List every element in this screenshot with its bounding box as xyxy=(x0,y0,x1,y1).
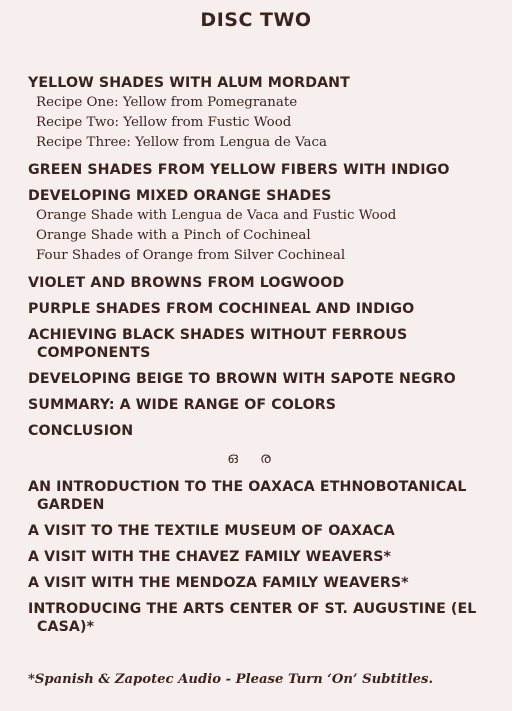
subchapter-item[interactable]: Four Shades of Orange from Silver Cochineal xyxy=(36,248,346,263)
subchapter-item[interactable]: Recipe One: Yellow from Pomegranate xyxy=(36,95,298,110)
extra-section xyxy=(28,522,498,540)
extra-heading[interactable]: AN INTRODUCTION TO THE OAXACA ETHNOBOTANICAL GARDEN xyxy=(28,479,467,513)
chapter-section xyxy=(28,274,498,292)
extra-heading[interactable]: INTRODUCING THE ARTS CENTER OF ST. AUGUSTINE (EL CASA)* xyxy=(28,601,477,635)
subchapter-item[interactable]: Orange Shade with Lengua de Vaca and Fustic Wood xyxy=(36,208,397,223)
page-title: DISC TWO xyxy=(200,9,312,31)
subchapter-item[interactable]: Recipe Three: Yellow from Lengua de Vaca xyxy=(36,135,327,150)
chapter-heading[interactable]: VIOLET AND BROWNS FROM LOGWOOD xyxy=(28,275,345,291)
footnote: *Spanish & Zapotec Audio - Please Turn ‘On’ Subtitles. xyxy=(28,672,434,687)
extra-heading[interactable]: A VISIT WITH THE MENDOZA FAMILY WEAVERS* xyxy=(28,575,409,591)
subchapter-item[interactable]: Recipe Two: Yellow from Fustic Wood xyxy=(36,115,292,130)
subchapter-list xyxy=(28,93,498,153)
chapter-heading[interactable]: ACHIEVING BLACK SHADES WITHOUT FERROUS COMPONENTS xyxy=(28,327,408,361)
extra-section xyxy=(28,600,498,636)
chapter-list xyxy=(28,74,498,644)
fleuron-left-icon: ഒ xyxy=(227,449,238,467)
subchapter-list xyxy=(28,206,498,266)
fleuron-ornament-icon xyxy=(28,448,498,468)
chapter-section xyxy=(28,161,498,179)
chapter-section xyxy=(28,396,498,414)
chapter-section xyxy=(28,370,498,388)
chapter-section xyxy=(28,300,498,318)
chapter-heading[interactable]: DEVELOPING BEIGE TO BROWN WITH SAPOTE NEGRO xyxy=(28,371,456,387)
chapter-heading[interactable]: GREEN SHADES FROM YELLOW FIBERS WITH INDIGO xyxy=(28,162,450,178)
subchapter-item[interactable]: Orange Shade with a Pinch of Cochineal xyxy=(36,228,311,243)
chapter-heading[interactable]: SUMMARY: A WIDE RANGE OF COLORS xyxy=(28,397,337,413)
chapter-section xyxy=(28,422,498,440)
chapter-section xyxy=(28,187,498,266)
chapter-heading[interactable]: PURPLE SHADES FROM COCHINEAL AND INDIGO xyxy=(28,301,415,317)
chapter-heading[interactable]: CONCLUSION xyxy=(28,423,134,439)
extra-section xyxy=(28,574,498,592)
chapter-heading[interactable]: YELLOW SHADES WITH ALUM MORDANT xyxy=(28,75,350,91)
extra-heading[interactable]: A VISIT WITH THE CHAVEZ FAMILY WEAVERS* xyxy=(28,549,392,565)
chapter-heading[interactable]: DEVELOPING MIXED ORANGE SHADES xyxy=(28,188,332,204)
extra-section xyxy=(28,478,498,514)
extra-section xyxy=(28,548,498,566)
fleuron-right-icon: ര xyxy=(259,449,271,467)
chapter-section xyxy=(28,326,498,362)
extra-heading[interactable]: A VISIT TO THE TEXTILE MUSEUM OF OAXACA xyxy=(28,523,395,539)
chapter-section xyxy=(28,74,498,153)
